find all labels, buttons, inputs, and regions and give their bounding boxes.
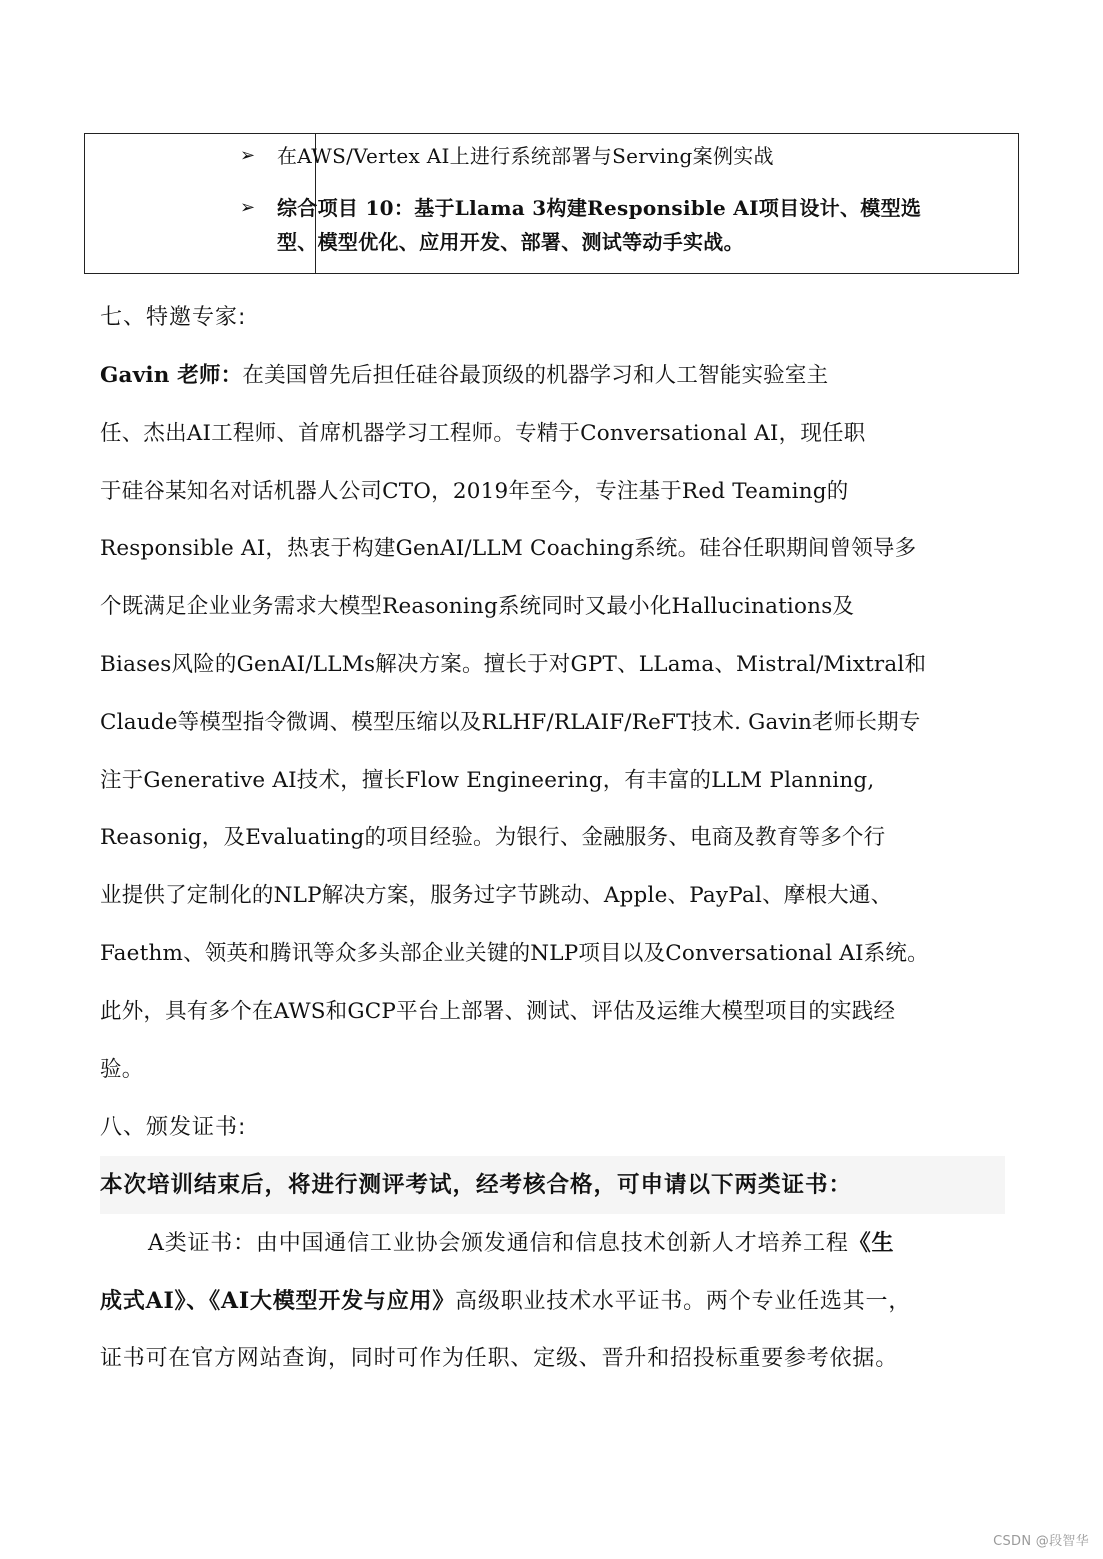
bio-line: 任、杰出AI工程师、首席机器学习工程师。专精于Conversational AI，现任职 [100,420,866,446]
expert-name: Gavin 老师： [100,363,243,388]
bio-line: Claude等模型指令微调、模型压缩以及RLHF/RLAIF/ReFT技术. Gavin老师长期专 [100,709,921,735]
csdn-watermark: CSDN @段智华 [993,1534,1089,1549]
arrow-bullet-icon: ➢ [240,145,256,166]
bio-line: Gavin 老师：在美国曾先后担任硅谷最顶级的机器学习和人工智能实验室主 [100,363,829,388]
section-heading-experts: 七、特邀专家: [100,305,247,330]
bio-line: 个既满足企业业务需求大模型Reasoning系统同时又最小化Hallucinations及 [100,594,855,620]
cert-line: 证书可在官方网站查询，同时可作为任职、定级、晋升和招投标重要参考依据。 [100,1346,899,1371]
bullet-text-line-1: 综合项目 10：基于Llama 3构建Responsible AI项目设计、模型选 [277,196,922,220]
certificate-description [100,1214,1005,1388]
expert-bio [100,347,1005,1098]
bullet-text: 在AWS/Vertex AI上进行系统部署与Serving案例实战 [277,144,774,168]
section-heading-certificates: 八、颁发证书: [100,1115,247,1140]
bio-line: Faethm、领英和腾讯等众多头部企业关键的NLP项目以及Conversational AI系统。 [100,940,929,966]
bullet-text-line-2: 型、模型优化、应用开发、部署、测试等动手实战。 [277,230,744,254]
bio-line: Responsible AI，热衷于构建GenAI/LLM Coaching系统。硅谷任职期间曾领导多 [100,536,917,562]
table-bullet-item [240,139,1095,173]
cert-line: 成式AI》、《AI大模型开发与应用》高级职业技术水平证书。两个专业任选其一， [100,1288,912,1314]
arrow-bullet-icon: ➢ [240,197,256,218]
bio-line: 于硅谷某知名对话机器人公司CTO，2019年至今，专注基于Red Teaming的 [100,478,849,504]
bio-line: 业提供了定制化的NLP解决方案，服务过字节跳动、Apple、PayPal、摩根大通、 [100,883,893,909]
bio-line: Biases风险的GenAI/LLMs解决方案。擅长于对GPT、LLama、Mistral/Mixtral和 [100,651,927,677]
certificate-intro: 本次培训结束后，将进行测评考试，经考核合格，可申请以下两类证书： [100,1156,1005,1214]
bio-line: 此外，具有多个在AWS和GCP平台上部署、测试、评估及运维大模型项目的实践经 [100,998,896,1024]
bio-line: 验。 [100,1056,144,1082]
table-bullet-item [240,191,1095,259]
bio-line: 注于Generative AI技术，擅长Flow Engineering，有丰富的LLM Planning, [100,767,875,793]
bio-line: Reasonig，及Evaluating的项目经验。为银行、金融服务、电商及教育等多个行 [100,825,886,851]
cert-line: A类证书：由中国通信工业协会颁发通信和信息技术创新人才培养工程《生 [148,1230,895,1256]
